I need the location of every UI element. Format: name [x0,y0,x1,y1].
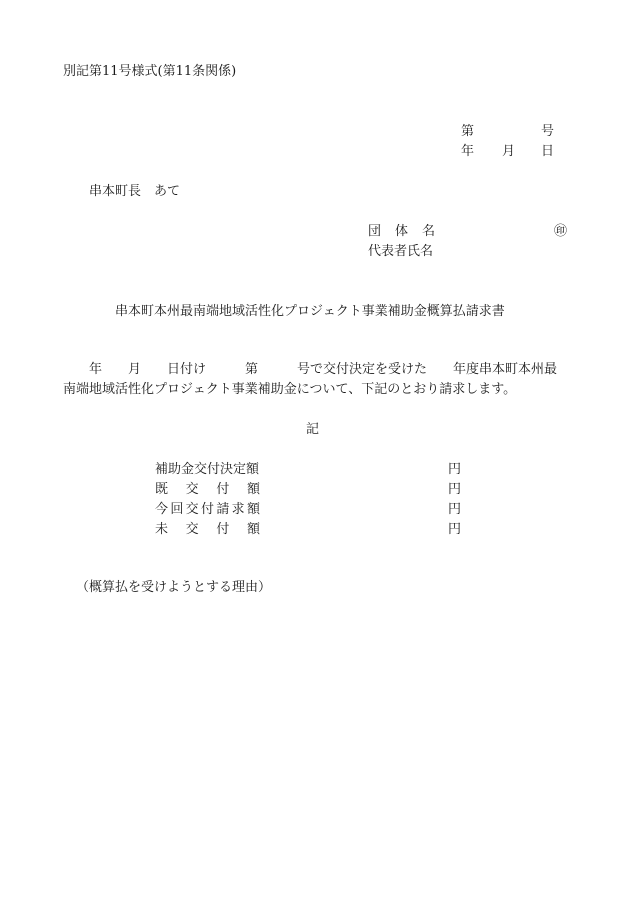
form-number: 別記第11号様式(第11条関係) [63,64,237,79]
label-char: 請 [216,502,230,517]
document-title: 串本町本州最南端地域活性化プロジェクト事業補助金概算払請求書 [115,304,505,319]
date-day: 日 [541,144,555,159]
seal-mark: ㊞ [554,224,568,239]
label-char: 回 [170,502,184,517]
doc-number-dai: 第 [461,124,475,139]
org-name-label: 団体名 [368,224,450,239]
amount-label [155,502,260,518]
amount-row-current [155,502,260,518]
label-char: 付 [200,502,214,517]
label-char: 交 [185,522,199,537]
label-char: 求 [231,502,245,517]
amount-label [155,482,260,498]
label-char: 付 [216,482,230,497]
ki-heading: 記 [306,422,320,437]
label-char: 交 [185,482,199,497]
amount-unit: 円 [448,522,462,537]
label-char: 既 [155,482,169,497]
amount-label [155,522,260,538]
amount-label: 補助金交付決定額 [155,462,260,477]
label-char: 付 [216,522,230,537]
addressee: 串本町長 あて [89,184,181,199]
label-char: 今 [155,502,169,517]
label-char: 額 [246,502,260,517]
date-month: 月 [502,144,516,159]
amount-unit: 円 [448,462,462,477]
reason-heading: （概算払を受けようとする理由） [76,580,272,595]
doc-number-go: 号 [541,124,555,139]
label-char: 未 [155,522,169,537]
amount-row-remaining [155,522,260,538]
amount-unit: 円 [448,482,462,497]
representative-name-label: 代表者氏名 [368,244,434,259]
label-char: 交 [185,502,199,517]
date-year: 年 [461,144,475,159]
body-text-line-1: 年 月 日付け 第 号で交付決定を受けた 年度串本町本州最 [89,362,558,377]
body-text-line-2: 南端地域活性化プロジェクト事業補助金について、下記のとおり請求します。 [63,382,517,397]
label-char: 額 [246,482,260,497]
amount-row-decided [155,462,260,478]
amount-unit: 円 [448,502,462,517]
label-char: 額 [246,522,260,537]
amount-row-already [155,482,260,498]
